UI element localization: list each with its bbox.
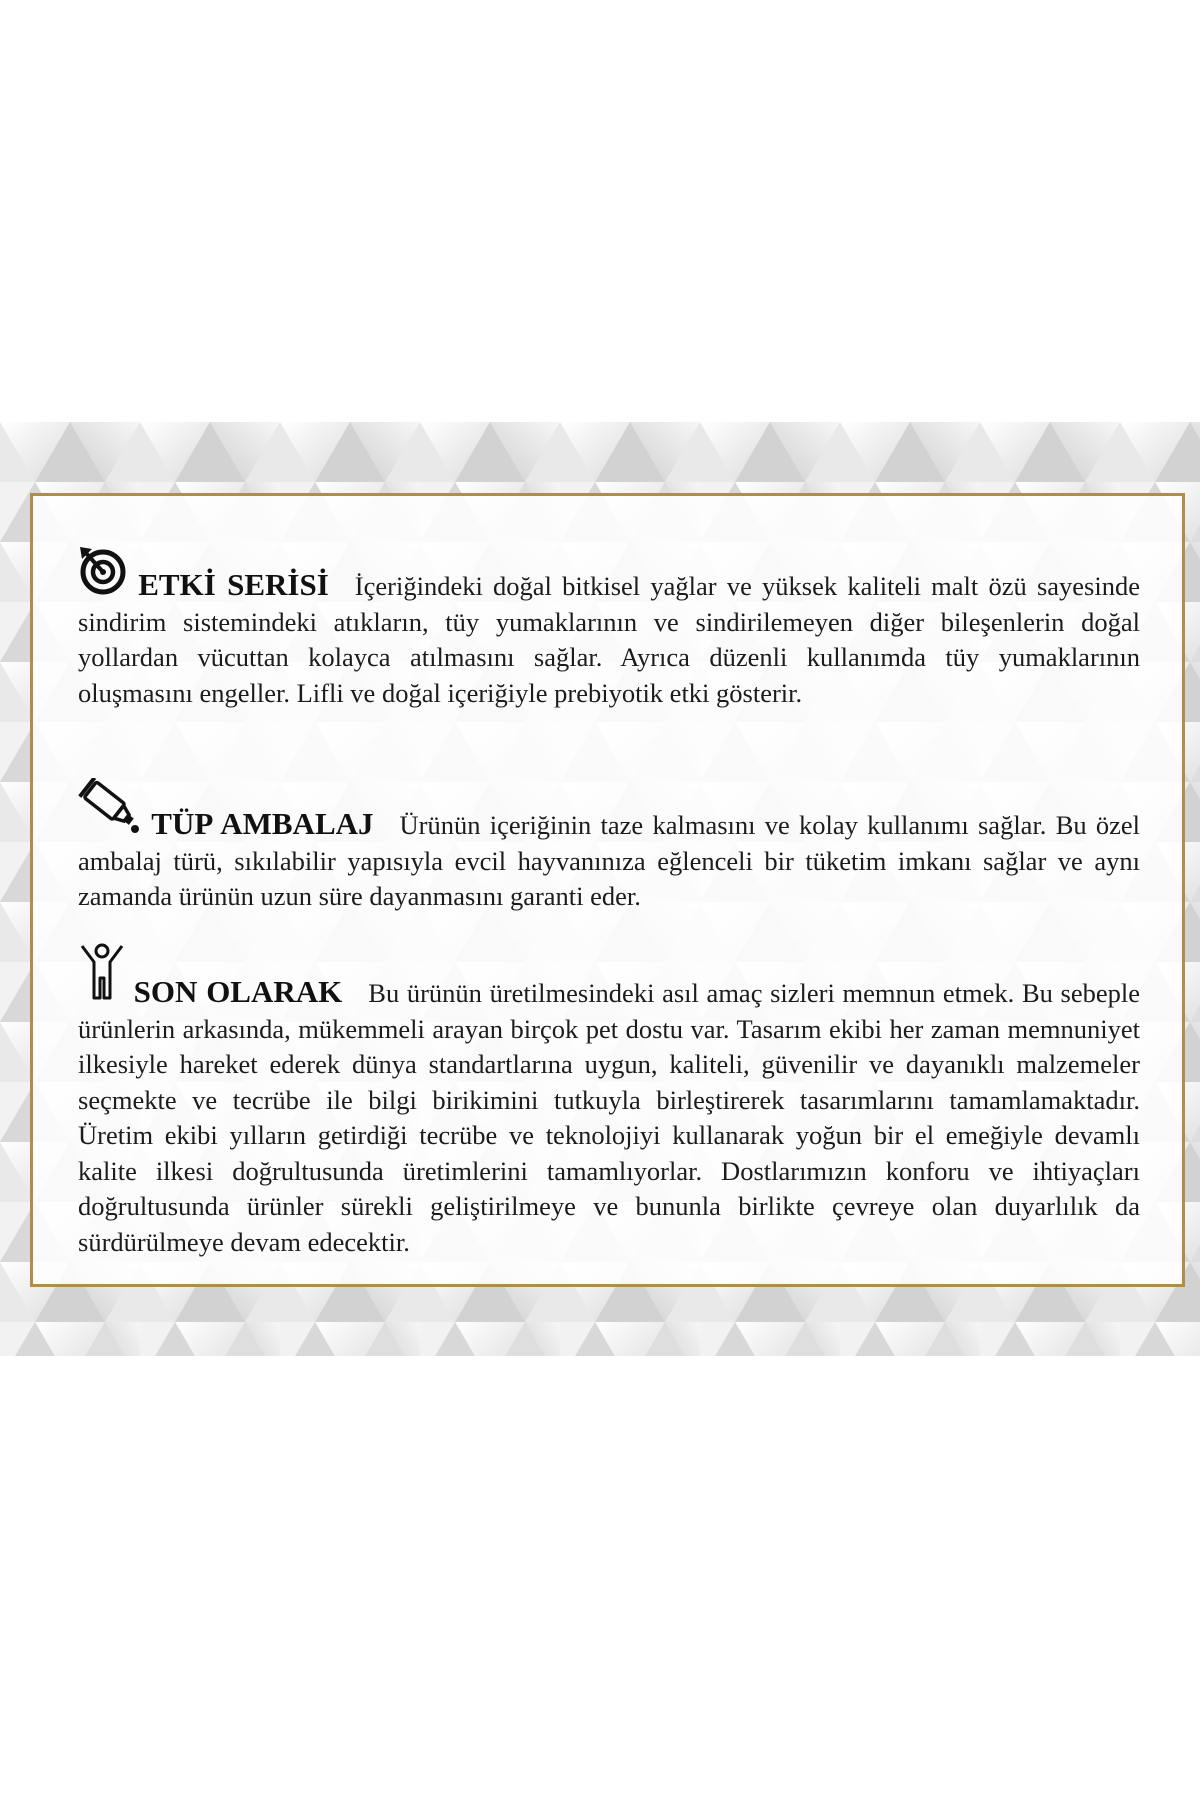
section-tup-ambalaj	[78, 778, 1140, 915]
section-heading: TÜP AMBALAJ	[151, 806, 374, 841]
tube-icon	[78, 778, 142, 834]
section-text: Ürünün içeriğinin taze kalmasını ve kolay kullanımı sağlar. Bu özel ambalaj türü, sıkılabilir yapısıyla evcil hayvanınıza eğlenceli bir tüketim imkanı sağlar ve aynı zamanda ürünün uzun süre dayanmasını garanti eder.	[78, 810, 1141, 911]
section-etki-serisi	[78, 545, 1140, 711]
happy-person-icon	[78, 942, 126, 1002]
section-text: İçeriğindeki doğal bitkisel yağlar ve yüksek kaliteli malt özü sayesinde sindirim sistemindeki atıkların, tüy yumaklarının ve sindirilemeyen diğer bileşenlerin doğal yollardan vücuttan kolayca atılmasını sağlar. Ayrıca düzenli kullanımda tüy yumaklarının oluşmasını engeller. Lifli ve doğal içeriğiyle prebiyotik etki gösterir.	[78, 571, 1140, 708]
section-text: Bu ürünün üretilmesindeki asıl amaç sizleri memnun etmek. Bu sebeple ürünlerin arkasında, mükemmeli arayan birçok pet dostu var. Tasarım ekibi her zaman memnuniyet ilkesiyle hareket ederek dünya standartlarına uygun, kaliteli, güvenilir ve dayanıklı malzemeler seçmekte ve tecrübe ile bilgi birikimini tutkuyla birleştirerek tasarımlarını tamamlamaktadır. Üretim ekibi yılların getirdiği tecrübe ve teknolojiyi kullanarak yoğun bir el emeğiyle devamlı kalite ilkesi doğrultusunda üretimlerini tamamlıyorlar. Dostlarımızın konforu ve ihtiyaçları doğrultusunda ürünler sürekli geliştirilmeye ve bununla birlikte çevreye olan duyarlılık da sürdürülmeye devam edecektir.	[78, 978, 1141, 1257]
section-heading: SON OLARAK	[133, 974, 343, 1009]
section-son-olarak	[78, 942, 1140, 1260]
section-heading: ETKİ SERİSİ	[138, 567, 329, 602]
target-icon	[78, 545, 128, 595]
